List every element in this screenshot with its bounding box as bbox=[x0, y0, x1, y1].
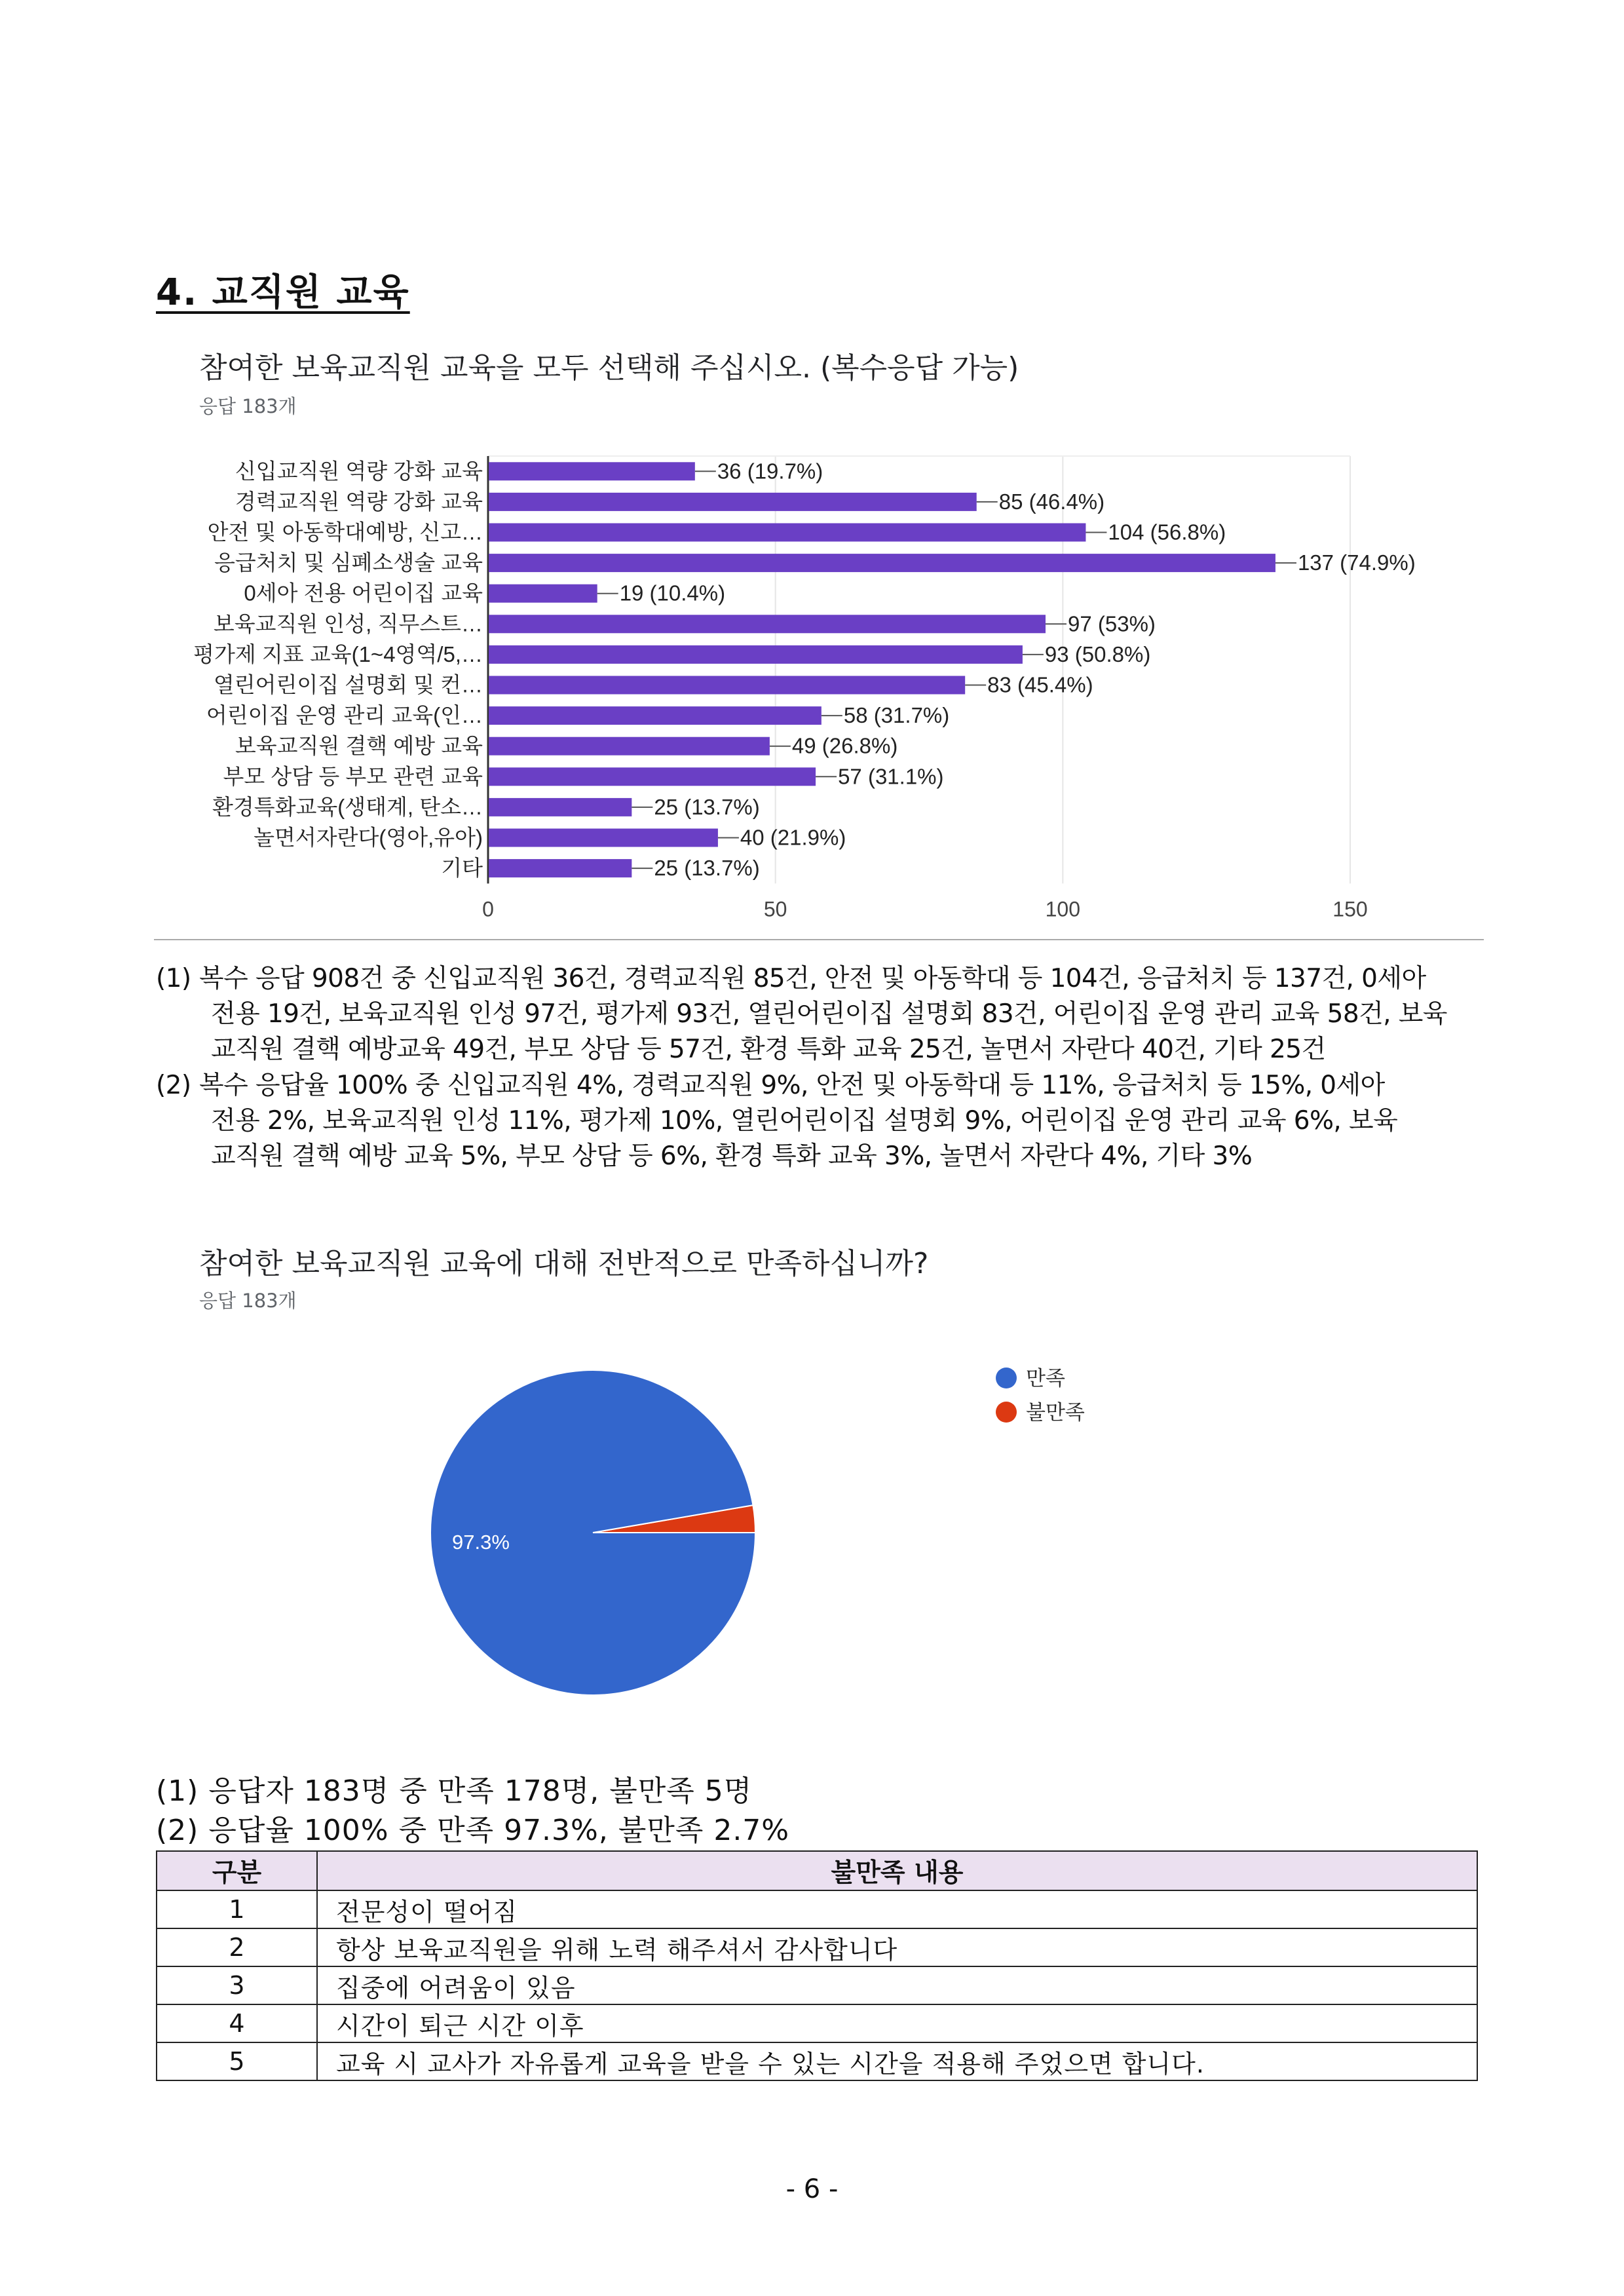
note-1-line-3: 교직원 결핵 예방교육 49건, 부모 상담 등 57건, 환경 특화 교육 25건, 놀면서 자란다 40건, 기타 25건 bbox=[211, 1035, 1326, 1064]
summary-line-1: (1) 응답자 183명 중 만족 178명, 불만족 5명 bbox=[156, 1774, 753, 1808]
dissatisfaction-table bbox=[156, 1850, 1478, 2081]
bar-category-label: 응급처치 및 심폐소생술 교육 bbox=[214, 550, 483, 575]
bar-data-label: 49 (26.8%) bbox=[791, 733, 898, 758]
bar-category-label: 열린어린이집 설명회 및 컨… bbox=[213, 672, 483, 697]
note-1-number: (1) bbox=[156, 964, 191, 993]
bar-category-label: 경력교직원 역량 강화 교육 bbox=[235, 489, 483, 514]
pie-legend bbox=[996, 1367, 1085, 1425]
bar-data-label: 36 (19.7%) bbox=[717, 459, 823, 484]
table-cell-content: 항상 보육교직원을 위해 노력 해주셔서 감사합니다 bbox=[317, 1928, 1477, 1966]
bar-category-label: 어린이집 운영 관리 교육(인… bbox=[206, 703, 483, 728]
table-cell-index: 4 bbox=[157, 2004, 317, 2042]
section-title: 4. 교직원 교육 bbox=[156, 271, 410, 314]
x-tick-label: 100 bbox=[1045, 897, 1081, 921]
bar-data-label: 83 (45.4%) bbox=[987, 672, 1093, 697]
note-2-line-3: 교직원 결핵 예방 교육 5%, 부모 상담 등 6%, 환경 특화 교육 3%, 놀면서 자란다 4%, 기타 3% bbox=[211, 1141, 1253, 1171]
bar-data-label: 58 (31.7%) bbox=[843, 703, 950, 728]
note-2-line-1: 복수 응답율 100% 중 신입교직원 4%, 경력교직원 9%, 안전 및 아동학대 등 11%, 응급처치 등 15%, 0세아 bbox=[199, 1071, 1385, 1100]
bar-data-label: 40 (21.9%) bbox=[740, 825, 846, 850]
bar-data-label: 137 (74.9%) bbox=[1297, 550, 1416, 575]
summary-line-2: (2) 응답율 100% 중 만족 97.3%, 불만족 2.7% bbox=[156, 1814, 790, 1847]
table-header-category: 구분 bbox=[157, 1851, 317, 1890]
bar-category-label: 평가제 지표 교육(1~4영역/5,… bbox=[193, 641, 483, 666]
bar-category-label: 놀면서자란다(영아,유아) bbox=[254, 825, 483, 850]
table-header-content: 불만족 내용 bbox=[317, 1851, 1477, 1890]
bar-data-label: 97 (53%) bbox=[1068, 611, 1156, 636]
table-cell-index: 3 bbox=[157, 1966, 317, 2004]
note-1-line-2: 전용 19건, 보육교직원 인성 97건, 평가제 93건, 열린어린이집 설명회 83건, 어린이집 운영 관리 교육 58건, 보육 bbox=[211, 999, 1447, 1029]
table-cell-index: 1 bbox=[157, 1890, 317, 1928]
table-row bbox=[157, 2004, 1477, 2042]
bar-category-label: 기타 bbox=[441, 856, 483, 881]
x-tick-label: 0 bbox=[482, 897, 494, 921]
pie-slices bbox=[430, 1370, 755, 1695]
table-row bbox=[157, 2042, 1477, 2080]
table-header-row bbox=[157, 1851, 1477, 1890]
note-2-line-2: 전용 2%, 보육교직원 인성 11%, 평가제 10%, 열린어린이집 설명회 9%, 어린이집 운영 관리 교육 6%, 보육 bbox=[211, 1106, 1398, 1136]
pie-slice-label: 97.3% bbox=[452, 1531, 510, 1554]
legend-label: 불만족 bbox=[1026, 1401, 1085, 1425]
table-row bbox=[157, 1966, 1477, 2004]
bar-category-label: 신입교직원 역량 강화 교육 bbox=[235, 459, 483, 484]
bar-data-label: 85 (46.4%) bbox=[998, 489, 1105, 514]
bar-category-label: 0세아 전용 어린이집 교육 bbox=[244, 581, 483, 605]
bar-data-label: 19 (10.4%) bbox=[619, 581, 726, 605]
table-cell-index: 5 bbox=[157, 2042, 317, 2080]
legend-label: 만족 bbox=[1026, 1367, 1065, 1390]
table-row bbox=[157, 1890, 1477, 1928]
question-2-title: 참여한 보육교직원 교육에 대해 전반적으로 만족하십니까? bbox=[199, 1247, 929, 1280]
table-cell-index: 2 bbox=[157, 1928, 317, 1966]
bar-category-label: 안전 및 아동학대예방, 신고… bbox=[207, 520, 483, 545]
table-cell-content: 시간이 퇴근 시간 이후 bbox=[317, 2004, 1477, 2042]
table-row bbox=[157, 1928, 1477, 1966]
bar-data-label: 25 (13.7%) bbox=[654, 794, 760, 819]
bar-data-label: 93 (50.8%) bbox=[1044, 641, 1151, 666]
table-cell-content: 교육 시 교사가 자유롭게 교육을 받을 수 있는 시간을 적용해 주었으면 합니다. bbox=[317, 2042, 1477, 2080]
table-cell-content: 집중에 어려움이 있음 bbox=[317, 1966, 1477, 2004]
bar-data-label: 57 (31.1%) bbox=[838, 764, 944, 789]
x-tick-label: 150 bbox=[1332, 897, 1368, 921]
bar-category-label: 보육교직원 결핵 예방 교육 bbox=[235, 733, 483, 758]
bar-data-label: 104 (56.8%) bbox=[1108, 520, 1226, 545]
note-2-number: (2) bbox=[156, 1071, 191, 1100]
page-number: - 6 - bbox=[785, 2174, 839, 2204]
bar-category-label: 보육교직원 인성, 직무스트… bbox=[213, 611, 483, 636]
table-cell-content: 전문성이 떨어짐 bbox=[317, 1890, 1477, 1928]
question-2-response-count: 응답 183개 bbox=[199, 1290, 297, 1312]
bar-category-label: 환경특화교육(생태계, 탄소… bbox=[212, 794, 483, 819]
question-1-response-count: 응답 183개 bbox=[199, 395, 297, 417]
bar-data-label: 25 (13.7%) bbox=[654, 856, 760, 881]
legend-marker bbox=[996, 1402, 1017, 1423]
x-tick-label: 50 bbox=[763, 897, 787, 921]
legend-marker bbox=[996, 1368, 1017, 1388]
note-1-line-1: 복수 응답 908건 중 신입교직원 36건, 경력교직원 85건, 안전 및 아동학대 등 104건, 응급처치 등 137건, 0세아 bbox=[199, 964, 1426, 993]
bar-category-label: 부모 상담 등 부모 관련 교육 bbox=[223, 764, 483, 789]
question-1-title: 참여한 보육교직원 교육을 모두 선택해 주십시오. (복수응답 가능) bbox=[199, 351, 1019, 385]
